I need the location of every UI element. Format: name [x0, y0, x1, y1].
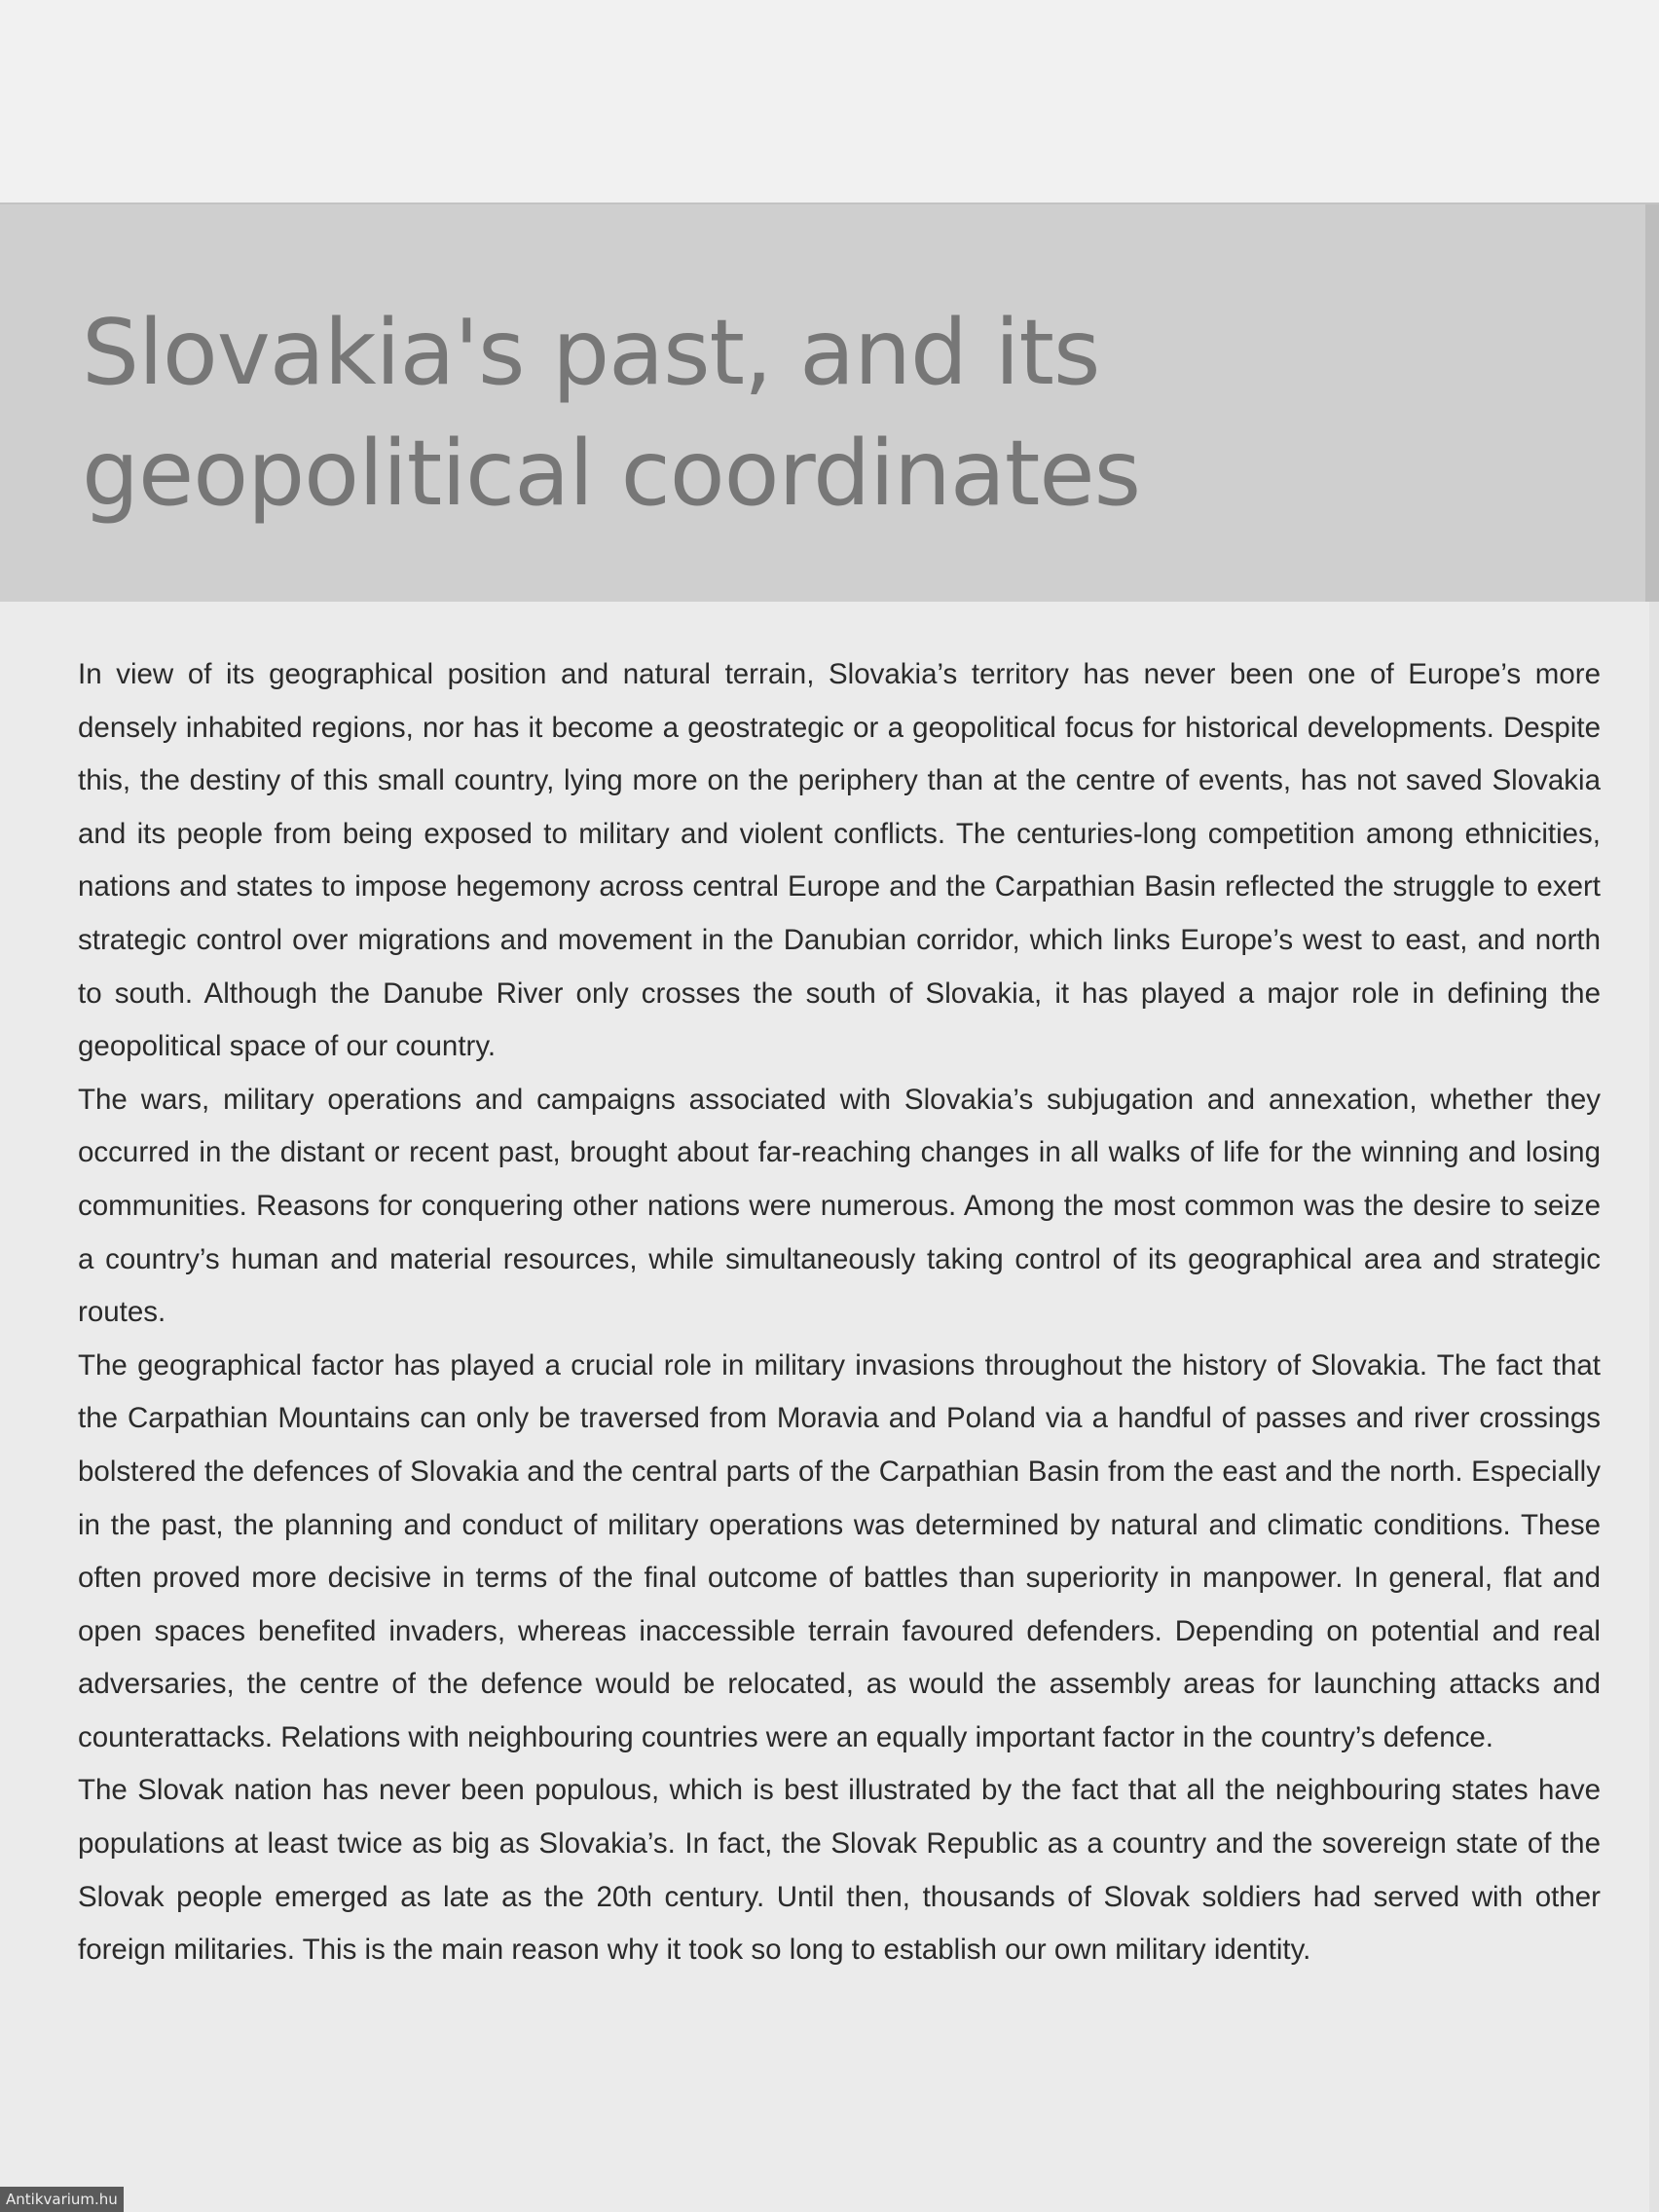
- page-top-margin: [0, 0, 1659, 203]
- paragraph: The geographical factor has played a crucial role in military invasions throughout the history of Slovakia. The fact that the Carpathian Mountains can only be traversed from Moravia and Poland via a handful of passes and river crossings bolstered the defences of Slovakia and the central parts of the Carpathian Basin from the east and the north. Especially in the past, the planning and conduct of military operations was determined by natural and climatic conditions. These often proved more decisive in terms of the final outcome of battles than superiority in manpower. In general, flat and open spaces benefited invaders, whereas inaccessible terrain favoured defenders. Depending on potential and real adversaries, the centre of the defence would be relocated, as would the assembly areas for launching attacks and counterattacks. Relations with neighbouring countries were an equally important factor in the country’s defence.: [78, 1348, 1601, 1753]
- paragraph: In view of its geographical position and natural terrain, Slovakia’s territory has never been one of Europe’s more densely inhabited regions, nor has it become a geostrategic or a geopolitical focus for historical developments. Despite this, the destiny of this small country, lying more on the periphery than at the centre of events, has not saved Slovakia and its people from being exposed to military and violent conflicts. The centuries-long competition among ethnicities, nations and states to impose hegemony across central Europe and the Carpathian Basin reflected the struggle to exert strategic control over migrations and movement in the Danubian corridor, which links Europe’s west to east, and north to south. Although the Danube River only crosses the south of Slovakia, it has played a major role in defining the geopolitical space of our country.: [78, 658, 1601, 1063]
- page-title-line-2: geopolitical coordinates: [82, 421, 1141, 526]
- paragraph: The Slovak nation has never been populous, which is best illustrated by the fact that all the neighbouring states have populations at least twice as big as Slovakia’s. In fact, the Slovak Republic as a country and the sovereign state of the Slovak people emerged as late as the 20th century. Until then, thousands of Slovak soldiers had served with other foreign militaries. This is the main reason why it took so long to establish our own military identity.: [78, 1774, 1601, 1967]
- page-edge: [1649, 602, 1659, 2212]
- watermark: Antikvarium.hu: [0, 2187, 124, 2212]
- paragraph: The wars, military operations and campaigns associated with Slovakia’s subjugation and annexation, whether they occurred in the distant or recent past, brought about far-reaching changes in all walks of life for the winning and losing communities. Reasons for conquering other nations were numerous. Among the most common was the desire to seize a country’s human and material resources, while simultaneously taking control of its geographical area and strategic routes.: [78, 1083, 1601, 1329]
- page-title-line-1: Slovakia's past, and its: [82, 300, 1100, 405]
- article-body: [78, 648, 1601, 1977]
- page-title: [82, 292, 1250, 534]
